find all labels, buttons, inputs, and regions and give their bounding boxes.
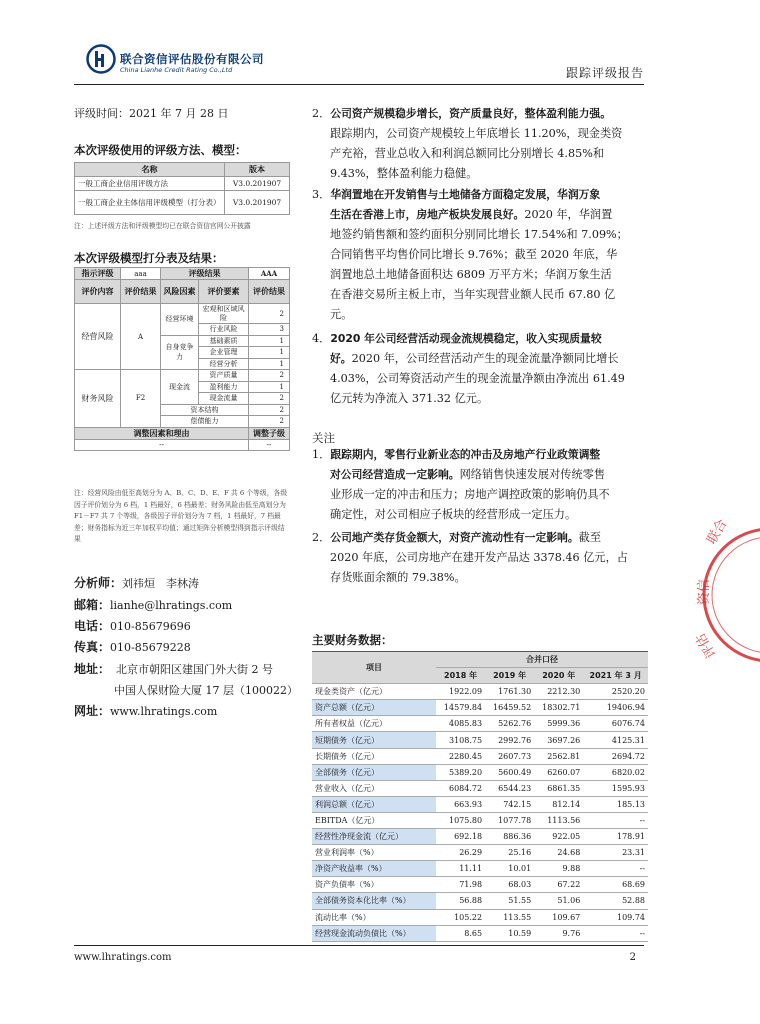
list-number: 2． bbox=[312, 107, 331, 120]
col-result: 评价结果 bbox=[121, 280, 161, 304]
strength-4 bbox=[312, 329, 625, 409]
item-name: 营业利润率（%） bbox=[312, 845, 436, 861]
tel-row bbox=[74, 617, 191, 634]
item-value: 2280.45 bbox=[436, 748, 485, 764]
item-name: EBITDA（亿元） bbox=[312, 812, 436, 828]
item-value: 51.06 bbox=[534, 893, 583, 909]
item-value: 922.05 bbox=[534, 829, 583, 845]
item-value: 23.31 bbox=[583, 845, 648, 861]
item-value: 68.03 bbox=[485, 877, 534, 893]
element-cell: 企业管理 bbox=[199, 347, 249, 359]
indicative-rating-label: 指示评级 bbox=[75, 268, 121, 280]
table-row bbox=[312, 700, 648, 716]
list-number: 2． bbox=[312, 531, 331, 544]
item-value: 5389.20 bbox=[436, 764, 485, 780]
item-value: -- bbox=[583, 812, 648, 828]
item-value: 5262.76 bbox=[485, 716, 534, 732]
strength-headline: 好。 bbox=[330, 352, 352, 365]
item-value: 68.69 bbox=[583, 877, 648, 893]
list-number: 3． bbox=[312, 188, 331, 201]
company-name-cn: 联合资信评估股份有限公司 bbox=[120, 52, 264, 66]
address-row bbox=[74, 660, 273, 677]
concern-text: 网络销售快速发展对传统零售 bbox=[459, 468, 606, 481]
rating-time: 评级时间：2021 年 7 月 28 日 bbox=[74, 107, 229, 120]
company-seal-icon bbox=[693, 505, 760, 685]
strength-line: 润置地总土地储备面积达 6809 万平方米；华润万象生活 bbox=[330, 268, 612, 281]
content-cell: 经营风险 bbox=[75, 304, 121, 370]
strength-headline: 2020 年公司经营活动现金流规模稳定，收入实现质量较 bbox=[330, 332, 602, 345]
email-value[interactable]: lianhe@lhratings.com bbox=[110, 599, 233, 612]
col-element: 评价要素 bbox=[199, 280, 249, 304]
item-name: 净资产收益率（%） bbox=[312, 861, 436, 877]
item-value: 25.16 bbox=[485, 845, 534, 861]
address-label: 地址： bbox=[74, 662, 111, 676]
page-number: 2 bbox=[629, 952, 636, 963]
table-row bbox=[75, 177, 290, 191]
footer-divider bbox=[74, 945, 644, 946]
item-value: 18302.71 bbox=[534, 700, 583, 716]
item-name: 流动比率（%） bbox=[312, 909, 436, 925]
concerns-title: 关注 bbox=[312, 431, 335, 445]
item-value: 4125.31 bbox=[583, 732, 648, 748]
table-row bbox=[75, 304, 290, 324]
footer-url[interactable]: www.lhratings.com bbox=[74, 952, 172, 963]
adjust-sub-header: 调整子级 bbox=[249, 427, 290, 439]
item-value: -- bbox=[583, 925, 648, 941]
strength-line: 在香港交易所主板上市，当年实现营业额人民币 67.80 亿 bbox=[330, 288, 616, 301]
item-value: 109.67 bbox=[534, 909, 583, 925]
item-value: 6260.07 bbox=[534, 764, 583, 780]
item-value: 6084.72 bbox=[436, 780, 485, 796]
item-value: 8.65 bbox=[436, 925, 485, 941]
table-row bbox=[312, 780, 648, 796]
method-name: 一般工商企业主体信用评级模型（打分表） bbox=[75, 191, 225, 215]
item-value: 886.36 bbox=[485, 829, 534, 845]
result-cell: F2 bbox=[121, 370, 161, 428]
item-value: 16459.52 bbox=[485, 700, 534, 716]
col-year: 2020 年 bbox=[534, 668, 583, 684]
item-name: 全部债务资本化比率（%） bbox=[312, 893, 436, 909]
item-value: 2694.72 bbox=[583, 748, 648, 764]
item-name: 经营性净现金流（亿元） bbox=[312, 829, 436, 845]
strength-line: 4.03%，公司筹资活动产生的现金流量净额由净流出 61.49 bbox=[330, 372, 625, 385]
table-row bbox=[312, 861, 648, 877]
score-cell: 1 bbox=[249, 335, 290, 347]
item-name: 长期债务（亿元） bbox=[312, 748, 436, 764]
item-value: 6861.35 bbox=[534, 780, 583, 796]
table-row bbox=[312, 796, 648, 812]
score-cell: 2 bbox=[249, 416, 290, 428]
item-value: 1595.93 bbox=[583, 780, 648, 796]
report-type: 跟踪评级报告 bbox=[565, 66, 644, 80]
financials-body bbox=[312, 684, 648, 942]
scoring-note: 注：经营风险由低至高划分为 A、B、C、D、E、F 共 6 个等级，各级因子评价划分为 6 档，1 档最好，6 档最差；财务风险由低至高划分为 F1－F7 共 7 个等级，各级因子评价划分为 7 档，1 档最好，7 档最差；财务指标为近三年加权平均值；通过矩阵分析模型得到指示评级结果 bbox=[74, 489, 288, 543]
item-value: 71.98 bbox=[436, 877, 485, 893]
strength-line: 合同销售平均售价同比增长 9.76%；截至 2020 年底，华 bbox=[330, 248, 618, 261]
list-number: 1． bbox=[312, 448, 331, 461]
adjust-level: -- bbox=[249, 439, 290, 451]
col-factor: 风险因素 bbox=[161, 280, 199, 304]
item-value: 742.15 bbox=[485, 796, 534, 812]
score-cell: 1 bbox=[249, 347, 290, 359]
item-value: 1077.78 bbox=[485, 812, 534, 828]
concern-1 bbox=[312, 445, 610, 525]
web-row bbox=[74, 702, 217, 719]
item-value: 9.76 bbox=[534, 925, 583, 941]
item-value: 2607.73 bbox=[485, 748, 534, 764]
item-value: 1761.30 bbox=[485, 684, 534, 700]
table-row bbox=[312, 829, 648, 845]
item-value: 1922.09 bbox=[436, 684, 485, 700]
item-value: -- bbox=[583, 861, 648, 877]
methods-col-name: 名称 bbox=[75, 163, 225, 177]
element-cell: 宏观和区域风险 bbox=[199, 304, 249, 324]
item-value: 51.55 bbox=[485, 893, 534, 909]
factor-cell: 经营环境 bbox=[161, 304, 199, 336]
concern-line: 业形成一定的冲击和压力；房地产调控政策的影响仍具不 bbox=[330, 488, 610, 501]
element-cell: 资产质量 bbox=[199, 370, 249, 382]
element-cell: 基础素质 bbox=[199, 335, 249, 347]
fax-value: 010-85679228 bbox=[110, 641, 191, 654]
score-cell: 2 bbox=[249, 404, 290, 416]
item-name: 短期债务（亿元） bbox=[312, 732, 436, 748]
factor-cell: 资本结构 bbox=[161, 404, 249, 416]
strength-text: 2020 年，公司经营活动产生的现金流量净额同比增长 bbox=[351, 352, 619, 365]
svg-text:评估: 评估 bbox=[693, 630, 720, 661]
table-row bbox=[312, 748, 648, 764]
table-row bbox=[312, 716, 648, 732]
item-value: 14579.84 bbox=[436, 700, 485, 716]
email-row bbox=[74, 596, 232, 613]
table-row bbox=[312, 909, 648, 925]
item-value: 9.88 bbox=[534, 861, 583, 877]
strength-line: 9.43%，整体盈利能力稳健。 bbox=[330, 167, 478, 180]
item-value: 2992.76 bbox=[485, 732, 534, 748]
col-item: 项目 bbox=[312, 652, 436, 684]
table-row bbox=[75, 191, 290, 215]
strength-2 bbox=[312, 104, 622, 184]
item-value: 3108.75 bbox=[436, 732, 485, 748]
item-value: 11.11 bbox=[436, 861, 485, 877]
element-cell: 盈利能力 bbox=[199, 381, 249, 393]
address-line1: 北京市朝阳区建国门外大街 2 号 bbox=[116, 663, 274, 676]
item-value: 113.55 bbox=[485, 909, 534, 925]
table-row bbox=[312, 732, 648, 748]
item-value: 6820.02 bbox=[583, 764, 648, 780]
item-value: 10.59 bbox=[485, 925, 534, 941]
adjust-reason: -- bbox=[75, 439, 249, 451]
col-score: 评价结果 bbox=[249, 280, 290, 304]
concern-headline: 跟踪期内，零售行业新业态的冲击及房地产行业政策调整 bbox=[330, 448, 601, 461]
item-value: 109.74 bbox=[583, 909, 648, 925]
concern-line: 2020 年底，公司房地产在建开发产品达 3378.46 亿元，占 bbox=[330, 551, 628, 564]
email-label: 邮箱： bbox=[74, 598, 111, 612]
methods-note: 注：上述评级方法和评级模型均已在联合资信官网公开披露 bbox=[74, 222, 251, 230]
col-year: 2019 年 bbox=[485, 668, 534, 684]
item-value: 6544.23 bbox=[485, 780, 534, 796]
item-value: 2520.20 bbox=[583, 684, 648, 700]
result-cell: A bbox=[121, 304, 161, 370]
method-version: V3.0.201907 bbox=[225, 191, 290, 215]
strength-line: 产充裕，营业总收入和利润总额同比分别增长 4.85%和 bbox=[330, 147, 605, 160]
table-row bbox=[312, 893, 648, 909]
item-value: 185.13 bbox=[583, 796, 648, 812]
item-value: 2212.30 bbox=[534, 684, 583, 700]
rating-result-label: 评级结果 bbox=[161, 268, 249, 280]
fax-label: 传真： bbox=[74, 640, 111, 654]
concern-headline: 公司地产类存货金额大，对资产流动性有一定影响。 bbox=[330, 531, 579, 544]
svg-text:联合: 联合 bbox=[704, 516, 731, 547]
scoring-title: 本次评级模型打分表及结果： bbox=[74, 251, 224, 265]
indicative-rating-value: aaa bbox=[121, 268, 161, 280]
score-cell: 2 bbox=[249, 393, 290, 405]
concern-line: 确定性，对公司相应子板块的经营形成一定压力。 bbox=[330, 508, 577, 521]
group-header: 合并口径 bbox=[436, 652, 648, 668]
item-name: 营业收入（亿元） bbox=[312, 780, 436, 796]
concern-text: 截至 bbox=[578, 531, 602, 544]
item-value: 5999.36 bbox=[534, 716, 583, 732]
table-row bbox=[312, 684, 648, 700]
web-value[interactable]: www.lhratings.com bbox=[110, 705, 218, 718]
item-value: 663.93 bbox=[436, 796, 485, 812]
address-line2: 中国人保财险大厦 17 层（100022） bbox=[114, 684, 298, 697]
table-row bbox=[312, 764, 648, 780]
table-row bbox=[312, 877, 648, 893]
strength-headline: 华润置地在开发销售与土地储备方面稳定发展，华润万象 bbox=[330, 188, 601, 201]
scoring-table bbox=[74, 267, 290, 451]
score-cell: 1 bbox=[249, 381, 290, 393]
table-row bbox=[75, 370, 290, 382]
company-logo-icon bbox=[86, 44, 116, 74]
item-name: 经营现金流动负债比（%） bbox=[312, 925, 436, 941]
strength-line: 亿元转为净流入 371.32 亿元。 bbox=[330, 392, 489, 405]
analyst-label: 分析师： bbox=[74, 576, 123, 590]
item-value: 24.68 bbox=[534, 845, 583, 861]
score-cell: 1 bbox=[249, 358, 290, 370]
col-year: 2018 年 bbox=[436, 668, 485, 684]
methods-col-version: 版本 bbox=[225, 163, 290, 177]
strength-text: 2020 年，华润置 bbox=[524, 208, 613, 221]
list-number: 4． bbox=[312, 332, 331, 345]
item-name: 利润总额（亿元） bbox=[312, 796, 436, 812]
table-row bbox=[312, 845, 648, 861]
item-value: 19406.94 bbox=[583, 700, 648, 716]
factor-cell: 现金流 bbox=[161, 370, 199, 405]
item-name: 资产负债率（%） bbox=[312, 877, 436, 893]
item-value: 178.91 bbox=[583, 829, 648, 845]
item-value: 5600.49 bbox=[485, 764, 534, 780]
item-value: 1113.56 bbox=[534, 812, 583, 828]
company-name-en: China Lianhe Credit Rating Co.,Ltd bbox=[120, 66, 233, 74]
methods-title: 本次评级使用的评级方法、模型： bbox=[74, 143, 247, 157]
content-cell: 财务风险 bbox=[75, 370, 121, 428]
item-value: 692.18 bbox=[436, 829, 485, 845]
table-row bbox=[312, 925, 648, 941]
methods-table bbox=[74, 162, 290, 215]
concern-headline: 对公司经营造成一定影响。 bbox=[330, 468, 460, 481]
item-value: 4085.83 bbox=[436, 716, 485, 732]
factor-cell: 自身竞争力 bbox=[161, 335, 199, 370]
analyst-names: 刘祎烜 李林涛 bbox=[122, 577, 200, 590]
method-name: 一般工商企业信用评级方法 bbox=[75, 177, 225, 191]
tel-label: 电话： bbox=[74, 619, 111, 633]
col-content: 评价内容 bbox=[75, 280, 121, 304]
item-name: 全部债务（亿元） bbox=[312, 764, 436, 780]
strength-headline: 生活在香港上市，房地产板块发展良好。 bbox=[330, 208, 525, 221]
svg-text:资信: 资信 bbox=[697, 578, 712, 605]
score-cell: 2 bbox=[249, 370, 290, 382]
concern-2 bbox=[312, 528, 628, 588]
strength-line: 地签约销售额和签约面积分别同比增长 17.54%和 7.09%； bbox=[330, 228, 628, 241]
element-cell: 现金流量 bbox=[199, 393, 249, 405]
header-divider bbox=[74, 84, 644, 85]
item-name: 资产总额（亿元） bbox=[312, 700, 436, 716]
item-name: 现金类资产（亿元） bbox=[312, 684, 436, 700]
strength-line: 元。 bbox=[330, 308, 353, 321]
item-value: 3697.26 bbox=[534, 732, 583, 748]
financials-title: 主要财务数据： bbox=[312, 633, 393, 647]
item-value: 812.14 bbox=[534, 796, 583, 812]
item-value: 52.88 bbox=[583, 893, 648, 909]
factor-cell: 偿债能力 bbox=[161, 416, 249, 428]
item-value: 105.22 bbox=[436, 909, 485, 925]
concern-line: 存货账面余额的 79.38%。 bbox=[330, 571, 466, 584]
web-label: 网址： bbox=[74, 704, 111, 718]
strength-line: 跟踪期内，公司资产规模较上年底增长 11.20%，现金类资 bbox=[330, 127, 623, 140]
col-year: 2021 年 3 月 bbox=[583, 668, 648, 684]
strength-headline: 公司资产规模稳步增长，资产质量良好，整体盈利能力强。 bbox=[330, 107, 612, 120]
element-cell: 经营分析 bbox=[199, 358, 249, 370]
financials-table bbox=[312, 651, 648, 942]
item-value: 6076.74 bbox=[583, 716, 648, 732]
rating-result-value: AAA bbox=[249, 268, 290, 280]
method-version: V3.0.201907 bbox=[225, 177, 290, 191]
table-row bbox=[312, 812, 648, 828]
item-name: 所有者权益（亿元） bbox=[312, 716, 436, 732]
item-value: 26.29 bbox=[436, 845, 485, 861]
strength-3 bbox=[312, 185, 628, 325]
item-value: 67.22 bbox=[534, 877, 583, 893]
score-cell: 2 bbox=[249, 304, 290, 324]
item-value: 2562.81 bbox=[534, 748, 583, 764]
item-value: 10.01 bbox=[485, 861, 534, 877]
analyst-row bbox=[74, 574, 199, 591]
item-value: 56.88 bbox=[436, 893, 485, 909]
tel-value: 010-85679696 bbox=[110, 620, 191, 633]
adjust-header: 调整因素和理由 bbox=[75, 427, 249, 439]
fax-row bbox=[74, 638, 191, 655]
element-cell: 行业风险 bbox=[199, 324, 249, 336]
score-cell: 3 bbox=[249, 324, 290, 336]
item-value: 1075.80 bbox=[436, 812, 485, 828]
